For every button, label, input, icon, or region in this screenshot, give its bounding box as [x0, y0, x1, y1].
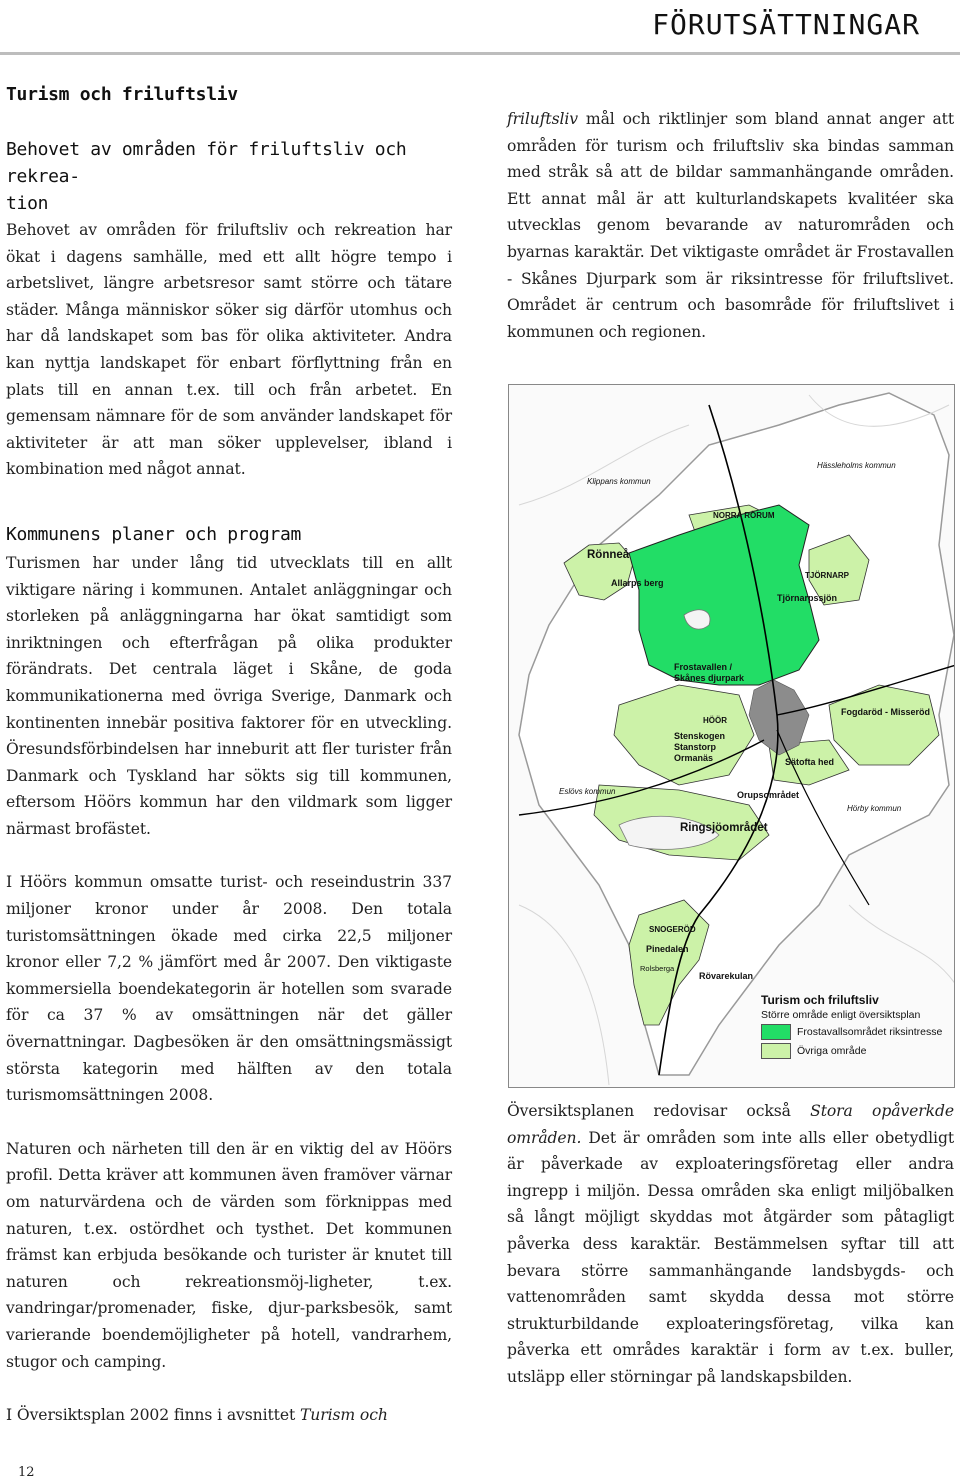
legend-subtitle: Större område enligt översiktsplan [761, 1009, 921, 1021]
label-rolsberga: Rolsberga [640, 964, 675, 973]
label-ringsjo: Ringsjöområdet [680, 822, 768, 834]
subheading-behovet-line2: tion [6, 193, 49, 214]
label-allarps: Allarps berg [611, 578, 664, 588]
tourism-map [508, 384, 955, 1088]
opaverkade-italic: Stora opåverkde områden. [507, 1102, 954, 1147]
label-snogerod: SNOGERÖD [649, 925, 696, 934]
subheading-planer: Kommunens planer och program [6, 523, 302, 545]
legend-title: Turism och friluftsliv [761, 993, 879, 1007]
friluftsliv-text: mål och riktlinjer som bland annat anger att områden för turism och friluftsliv ska bindas samman med stråk så att de bildar sammanhängande områden. Ett annat mål är att kulturlandskapets kvalitéer ska utvecklas genom bevarande av naturområden och byarnas karaktär. Det viktigaste området är Frostavallen - Skånes Djurpark som är riksintresse för friluftslivet. Området är centrum och basområde för friluftslivet i kommunen och regionen. [507, 110, 954, 341]
map-legend [761, 993, 951, 1059]
label-stanstorp: Stanstorp [674, 742, 717, 752]
subheading-behovet [6, 136, 452, 217]
label-ormanas: Ormanäs [674, 753, 714, 763]
oversiktsplan-italic: Turism och [299, 1406, 388, 1425]
paragraph-behovet: Behovet av områden för friluftsliv och rekreation har ökat i dagens samhälle, med ett allt högre tempo i arbetslivet, längre arbetsresor samt större och tätare städer. Många människor söker sig därför utomhus och har då landskapet som bas för olika aktiviteter. Andra kan nyttja landskapet för enbart förflyttning från en plats till en annan t.ex. till och från arbetet. En gemensam nämnare för de som använder landskapet för aktiviteter är att man söker upplevelser, ibland i kombination med något annat. [6, 221, 452, 479]
label-eslovs: Eslövs kommun [559, 787, 616, 796]
label-hassleholms: Hässleholms kommun [817, 461, 896, 470]
map-drawing [509, 385, 955, 1088]
right-column-lower [507, 1098, 954, 1391]
paragraph-friluftsliv [507, 106, 954, 345]
oversiktsplan-text: I Översiktsplan 2002 finns i avsnittet [6, 1406, 300, 1425]
terrain-line-4 [849, 905, 955, 985]
legend-label-riksintresse: Frostavallsområdet riksintresse [797, 1026, 943, 1038]
legend-label-ovriga: Övriga område [797, 1045, 867, 1057]
terrain-line-3 [519, 905, 609, 1085]
label-klippans: Klippans kommun [587, 477, 651, 486]
legend-swatch-ovriga [761, 1043, 791, 1059]
section-title: Turism och friluftsliv [6, 84, 238, 105]
label-ronnea: Rönneå [587, 549, 630, 561]
right-column [507, 106, 954, 345]
label-tjornarp: TJÖRNARP [805, 571, 850, 580]
label-pinedalen: Pinedalen [646, 944, 689, 954]
paragraph-planer: Turismen har under lång tid utvecklats till en allt viktigare näring i kommunen. Antalet anläggningar och storleken på anläggningarna har ökat samtidigt som inriktningen och efterfrågan på olika produkter förändrats. Det centrala läget i Skåne, de goda kommunikationerna med övriga Sverige, Danmark och kontinenten innebär positiva faktorer för en utveckling. Öresundsförbindelsen har inneburit att fler turister från Danmark och Tyskland har sökts sig till kommunen, eftersom Höörs kommun har den vildmark som ligger närmast brofästet. [6, 553, 452, 838]
label-satofta: Sätofta hed [785, 757, 835, 767]
paragraph-naturen: Naturen och närheten till den är en viktig del av Höörs profil. Detta kräver att kommunen även framöver värnar om naturvärdena och de värden som förknippas med naturen, t.ex. ostördhet och tysthet. Det kommunen främst kan erbjuda besökande och turister är knutet till naturen och rekreationsmöj-ligheter, t.ex. vandringar/promenader, fiske, djur-parksbesök, samt varierande boendemöjligheter på hotell, vandrarhem, stugor och camping. [6, 1139, 452, 1371]
label-horby: Hörby kommun [847, 804, 902, 813]
page-number: 12 [18, 1465, 35, 1480]
label-orupsomradet: Orupsområdet [737, 790, 800, 800]
opaverkade-rest: Det är områden som inte alls eller obetydligt är påverkade av exploateringsföretag eller andra ingrepp i miljön. Dessa områden ska enligt miljöbalken så långt möjligt skyddas mot åtgärder som påtagligt påverka dess karaktär. Bestämmelsen syftar till att bevara större sammanhängande landsbygds- och vattenområden samt skydda dessa mot större strukturbildande exploateringsföretag, vilka kan påverka ett områdes karaktär i form av t.ex. buller, utsläpp eller störningar på landskapsbilden. [507, 1128, 954, 1386]
legend-row-riksintresse [761, 1024, 951, 1040]
label-hoor: HÖÖR [703, 716, 727, 725]
label-fogdarod: Fogdaröd - Misseröd [841, 707, 931, 717]
label-rovarekulan: Rövarekulan [699, 971, 754, 981]
page-title: FÖRUTSÄTTNINGAR [652, 8, 920, 41]
label-frostavallen-2: Skånes djurpark [674, 673, 745, 683]
label-stenskogen: Stenskogen [674, 731, 726, 741]
label-norra-rorum: NORRA RÖRUM [713, 511, 775, 520]
legend-row-ovriga [761, 1043, 951, 1059]
opaverkade-pre: Översiktsplanen redovisar också [507, 1102, 811, 1120]
subheading-behovet-line1: Behovet av områden för friluftsliv och rekrea- [6, 139, 407, 187]
friluftsliv-italic: friluftsliv [507, 110, 578, 128]
header-rule [0, 52, 960, 55]
left-column [6, 84, 452, 1429]
label-frostavallen-1: Frostavallen / [674, 662, 733, 672]
paragraph-omsattning: I Höörs kommun omsatte turist- och reseindustrin 337 miljoner kronor under år 2008. Den totala turistomsättningen ökade med cirka 22,5 miljoner kronor eller 7,2 % jämfört med år 2007. Den viktigaste kommersiella boendekategorin är hotellen som svarade för ca 37 % av omsättningen när det gäller övernattningar. Dagbesöken är den omsättningsmässigt största kategorin med hälften av den totala turismomsättningen 2008. [6, 873, 452, 1105]
label-tjornarpssjon: Tjörnarpssjön [777, 593, 838, 603]
page-header [0, 0, 960, 52]
paragraph-oversiktsplan [6, 1402, 452, 1429]
paragraph-opaverkade [507, 1098, 954, 1391]
legend-swatch-riksintresse [761, 1024, 791, 1040]
